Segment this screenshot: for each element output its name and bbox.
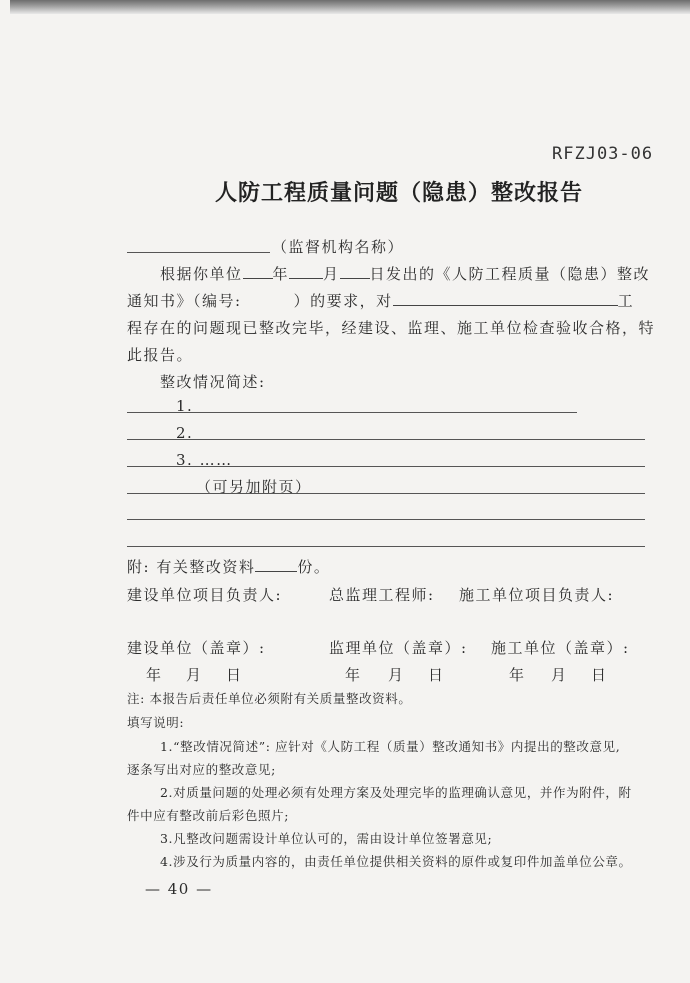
year-blank: [243, 264, 273, 279]
scan-edge: [10, 0, 690, 14]
item-2: 2.: [176, 424, 194, 442]
body-text: 根据你单位: [160, 265, 243, 283]
body-line-4: 此报告。: [127, 346, 194, 364]
unit-supervisor: 监理单位（盖章）:: [329, 639, 468, 657]
document-code: RFZJ03-06: [552, 144, 654, 164]
attachment-count-blank: [255, 557, 297, 572]
date-day: 日: [428, 666, 445, 684]
summary-label: 整改情况简述:: [160, 373, 266, 391]
item-line: [127, 493, 645, 494]
item-3: 3. ……: [176, 451, 233, 469]
extra-page-note: （可另加附页）: [196, 478, 312, 496]
body-text: 通知书》（编号:: [127, 292, 242, 310]
date-year: 年: [345, 666, 362, 684]
attachment-prefix: 附: 有关整改资料: [127, 558, 256, 576]
date-year: 年: [509, 666, 526, 684]
body-line-3: 程存在的问题现已整改完毕，经建设、监理、施工单位检查验收合格，特: [127, 319, 656, 337]
body-text: 工: [617, 292, 635, 310]
responsible-construction: 建设单位项目负责人:: [127, 586, 283, 604]
body-text: 日发出的《人防工程质量（隐患）整改: [369, 265, 651, 283]
month-label: 月: [323, 265, 340, 283]
agency-blank: [127, 252, 270, 253]
date-month: 月: [551, 666, 568, 684]
body-text: ）的要求，对: [293, 292, 393, 310]
attachment-suffix: 份。: [297, 558, 331, 576]
unit-construction: 建设单位（盖章）:: [127, 639, 266, 657]
item-line: [127, 439, 645, 440]
footnote: 注: 本报告后责任单位必须附有关质量整改资料。: [127, 691, 412, 706]
body-line-2: [127, 290, 634, 311]
date-year: 年: [146, 666, 163, 684]
agency-label: （监督机构名称）: [272, 238, 405, 256]
instruction-3: 3.凡整改问题需设计单位认可的，需由设计单位签署意见;: [160, 831, 493, 846]
unit-contractor: 施工单位（盖章）:: [491, 639, 630, 657]
instruction-2-cont: 件中应有整改前后彩色照片;: [127, 808, 290, 823]
project-blank: [393, 291, 618, 306]
item-line: [127, 519, 645, 520]
item-line: [127, 546, 645, 547]
item-line: [127, 412, 577, 413]
instruction-2: 2.对质量问题的处理必须有处理方案及处理完毕的监理确认意见，并作为附件，附: [160, 785, 632, 800]
instruction-1: 1.“整改情况简述”: 应针对《人防工程（质量）整改通知书》内提出的整改意见,: [160, 739, 621, 754]
instructions-title: 填写说明:: [127, 715, 185, 730]
instruction-1-cont: 逐条写出对应的整改意见;: [127, 762, 276, 777]
date-day: 日: [591, 666, 608, 684]
item-line: [127, 466, 645, 467]
body-line-1: [160, 263, 650, 284]
date-day: 日: [226, 666, 243, 684]
year-label: 年: [272, 265, 290, 283]
date-month: 月: [186, 666, 203, 684]
responsible-contractor: 施工单位项目负责人:: [459, 586, 615, 604]
instruction-4: 4.涉及行为质量内容的，由责任单位提供相关资料的原件或复印件加盖单位公章。: [160, 854, 632, 869]
page-number: — 40 —: [145, 880, 213, 898]
page-title: 人防工程质量问题（隐患）整改报告: [215, 180, 584, 206]
month-blank: [289, 264, 323, 279]
date-month: 月: [388, 666, 405, 684]
attachment-line: [127, 556, 330, 577]
item-1: 1.: [176, 397, 194, 415]
day-blank: [340, 264, 370, 279]
responsible-supervisor: 总监理工程师:: [329, 586, 435, 604]
